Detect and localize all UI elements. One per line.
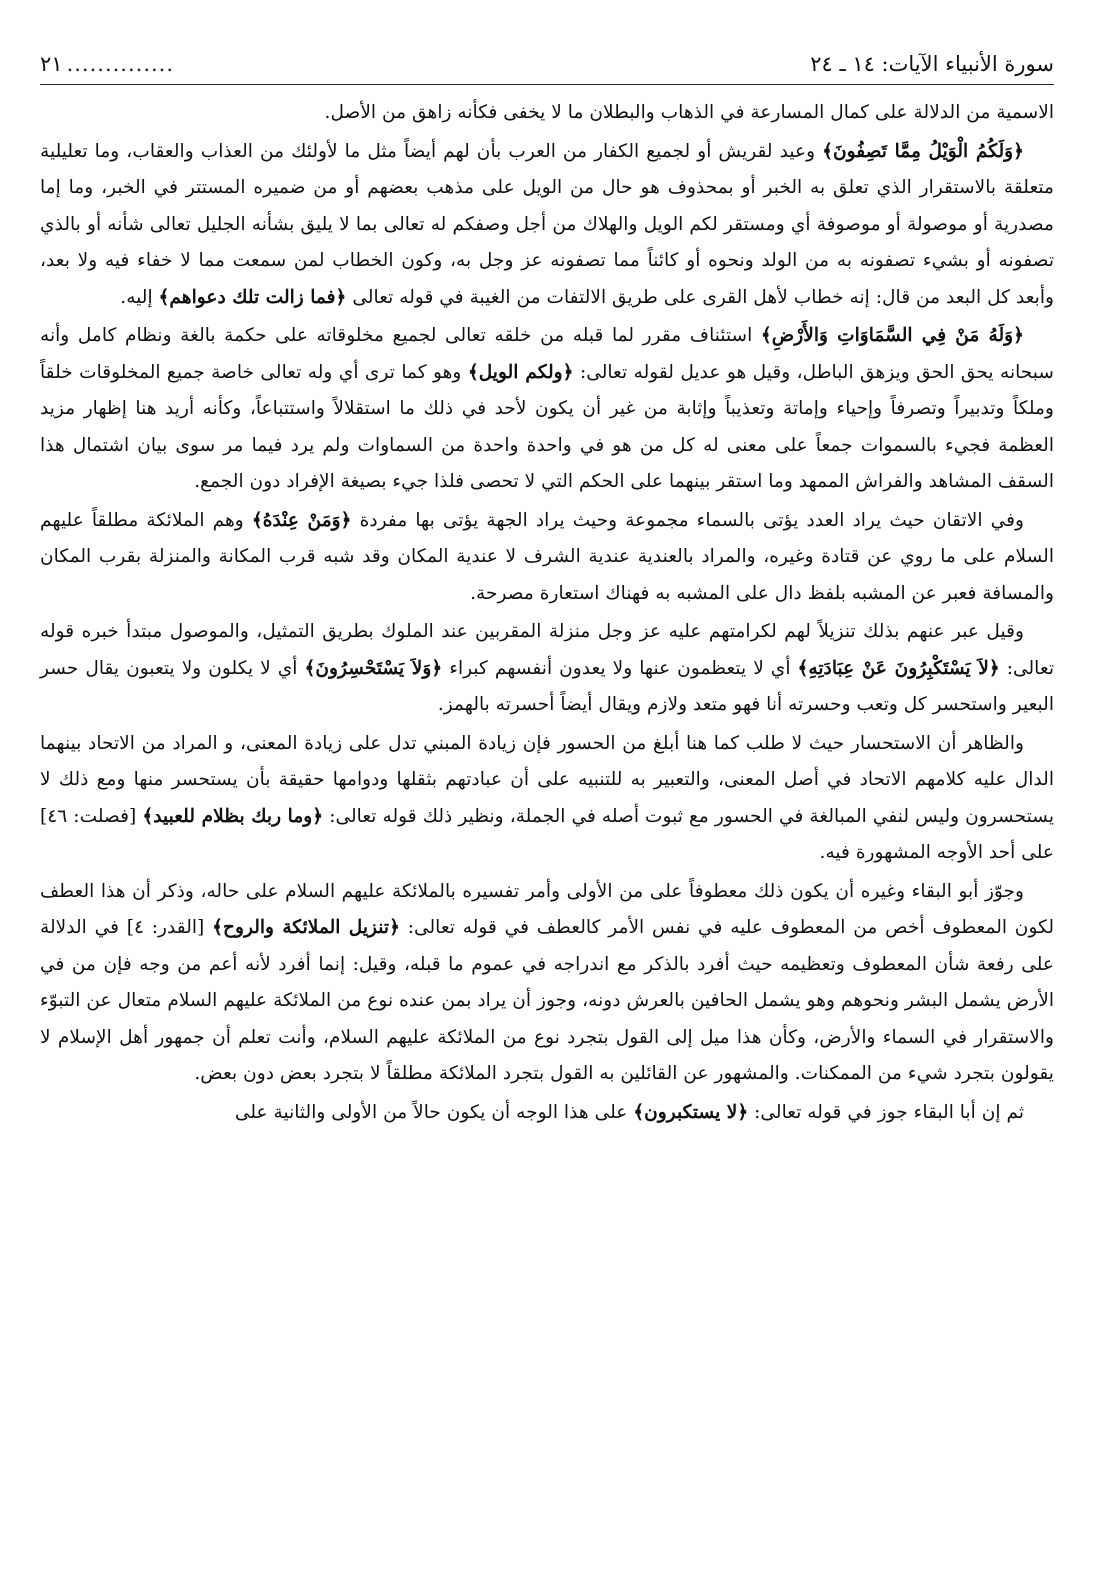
quran-quote: ﴿ولكم الويل﴾ [467,361,574,383]
paragraph-text: أي لا يكلون ولا يتعبون يقال حسر البعير واستحسر كل وتعب وحسرته أنا فهو متعد ولازم ويقال أيضاً أحسرته بالهمز. [40,657,1054,715]
quran-quote: ﴿وما ربك بظلام للعبيد﴾ [142,805,324,827]
paragraph-text: ثم إن أبا البقاء جوز في قوله تعالى: [748,1101,1024,1123]
paragraph [40,874,1054,1093]
quran-quote: ﴿لا يستكبرون﴾ [633,1101,749,1123]
chapter-title: سورة الأنبياء الآيات: ١٤ ـ ٢٤ [810,52,1054,76]
paragraph-text: وقيل عبر عنهم بذلك تنزيلاً لهم لكرامتهم عليه عز وجل منزلة المقربين عند الملوك بطريق التمثيل، والموصول مبتدأ خبره قوله تعالى: [40,621,1054,679]
paragraph-text: وهم الملائكة مطلقاً عليهم السلام على ما روي عن قتادة وغيره، والمراد بالعندية عندية الشرف لا عندية المكان وقد شبه قرب المكانة والمنزلة بقرب المكان والمسافة فعبر عن المشبه بلفظ دال على المشبه به فهناك استعارة مصرحة. [40,509,1054,604]
paragraph-text: وجوّز أبو البقاء وغيره أن يكون ذلك معطوفاً على من الأولى وأمر تفسيره بالملائكة عليهم السلام على حاله، وذكر أن هذا العطف لكون المعطوف أخص من المعطوف عليه في نفس الأمر كالعطف في قوله تعالى: [40,880,1054,938]
paragraph [40,134,1054,317]
quran-quote: ﴿وَلَكُمُ الْوَيْلُ مِمَّا تَصِفُونَ﴾ [822,140,1025,162]
paragraph-text: [القدر: ٤] في الدلالة على رفعة شأن المعطوف وتعظيمه حيث أفرد بالذكر مع اندراجه في عموم ما قبله، وقيل: إنما أفرد لأنه أعم من وجه فإن من في الأرض يشمل البشر ونحوهم وهو يشمل الحافين بالعرش دونه، وجوز أن يراد بمن عنده نوع من الملائكة عليهم السلام متعال عن التبوّء والاستقرار في السماء والأرض، وكأن هذا ميل إلى القول بتجرد نوع من الملائكة عليهم السلام، وأنت تعلم أن جمهور أهل الإسلام لا يقولون بتجرد شيء من الممكنات. والمشهور عن القائلين به القول بتجرد الملائكة مطلقاً لا بتجرد بعض دون بعض. [40,917,1054,1084]
running-header [40,44,1054,85]
paragraph [40,318,1054,501]
page-number: ٢١ [40,52,63,76]
leader-dots: .............. [66,52,175,76]
quran-quote: ﴿وَلَهُ مَنْ فِي السَّمَاوَاتِ وَالأَرْضِ﴾ [760,325,1024,346]
paragraph-text: إليه. [120,286,159,308]
quran-quote: ﴿لاَ يَسْتَكْبِرُونَ عَنْ عِبَادَتِهِ﴾ [797,657,1000,679]
body-text [40,95,1054,1131]
paragraph [40,503,1054,613]
paragraph [40,726,1054,872]
document-page [40,44,1054,1546]
paragraph-text: وهو كما ترى أي وله تعالى خاصة جميع المخلوقات خلقاً وملكاً وتدبيراً وتصرفاً وإحياء وإماتة وتعذيباً وإثابة من غير أن يكون لأحد في ذلك ما استقلالاً واستتباعاً، وكأنه أريد هنا إظهار مزيد العظمة فجيء بالسموات جمعاً على معنى له كل من هو في واحدة واحدة من السماوات ولم يرد فيما مر سوى بيان اشتمال هذا السقف المشاهد والفراش الممهد وما استقر بينهما على الحكم التي لا تحصى فلذا جيء بصيغة الإفراد دون الجمع. [40,361,1054,492]
quran-quote: ﴿وَلاَ يَسْتَحْسِرُونَ﴾ [304,657,443,679]
paragraph-text: وفي الاتقان حيث يراد العدد يؤتى بالسماء مجموعة وحيث يراد الجهة يؤتى بها مفردة [351,509,1024,531]
paragraph-text: استئناف مقرر لما قبله من خلقه تعالى لجميع مخلوقاته على حكمة بالغة ونظام كامل وأنه سبحانه يحق الحق ويزهق الباطل، وقيل هو عديل لقوله تعالى: [40,325,1054,383]
paragraph-text: والظاهر أن الاستحسار حيث لا طلب كما هنا أبلغ من الحسور فإن زيادة المبني تدل على زيادة المعنى، و المراد من الاتحاد بينهما الدال عليه كلامهم الاتحاد في أصل المعنى، والتعبير به للتنبيه على أن عبادتهم بثقلها ودوامها حقيقة بأن يستحسر منها ومع ذلك لا يستحسرون وليس لنفي المبالغة في الحسور مع ثبوت أصله في الجملة، ونظير ذلك قوله تعالى: [40,732,1054,827]
paragraph [40,95,1054,132]
paragraph [40,1095,1054,1132]
page-number-group [40,44,178,84]
paragraph-text: على هذا الوجه أن يكون حالاً من الأولى والثانية على [234,1101,634,1123]
paragraph-text: الاسمية من الدلالة على كمال المسارعة في الذهاب والبطلان ما لا يخفى فكأنه زاهق من الأصل. [324,102,1054,123]
quran-quote: ﴿وَمَنْ عِنْدَهُ﴾ [251,509,352,531]
quran-quote: ﴿فما زالت تلك دعواهم﴾ [158,286,347,308]
quran-quote: ﴿تنزيل الملائكة والروح﴾ [212,917,400,938]
paragraph-text: أي لا يتعظمون عنها ولا يعدون أنفسهم كبراء [442,657,798,679]
paragraph-text: وعيد لقريش أو لجميع الكفار من العرب بأن لهم أيضاً مثل ما لأولئك من العذاب والعقاب، وما تعليلية متعلقة بالاستقرار الذي تعلق به الخبر أو بمحذوف هو حال من الويل على مذهب بعضهم أو من ضميره المستتر في الخبر، وما إما مصدرية أو موصولة أو موصوفة أي ومستقر لكم الويل والهلاك من أجل وصفكم له تعالى بما لا يليق بشأنه الجليل تعالى شأنه أو بالذي تصفونه أو بشيء تصفونه به من الولد ونحوه أو كائناً مما تصفونه عز وجل به، وكون الخطاب لمن سمعت مما لا خفاء فيه ولا بعد، وأبعد كل البعد من قال: إنه خطاب لأهل القرى على طريق الالتفات من الغيبة في قوله تعالى [40,140,1054,308]
paragraph [40,614,1054,724]
paragraph-text: [فصلت: ٤٦] على أحد الأوجه المشهورة فيه. [40,805,1054,863]
